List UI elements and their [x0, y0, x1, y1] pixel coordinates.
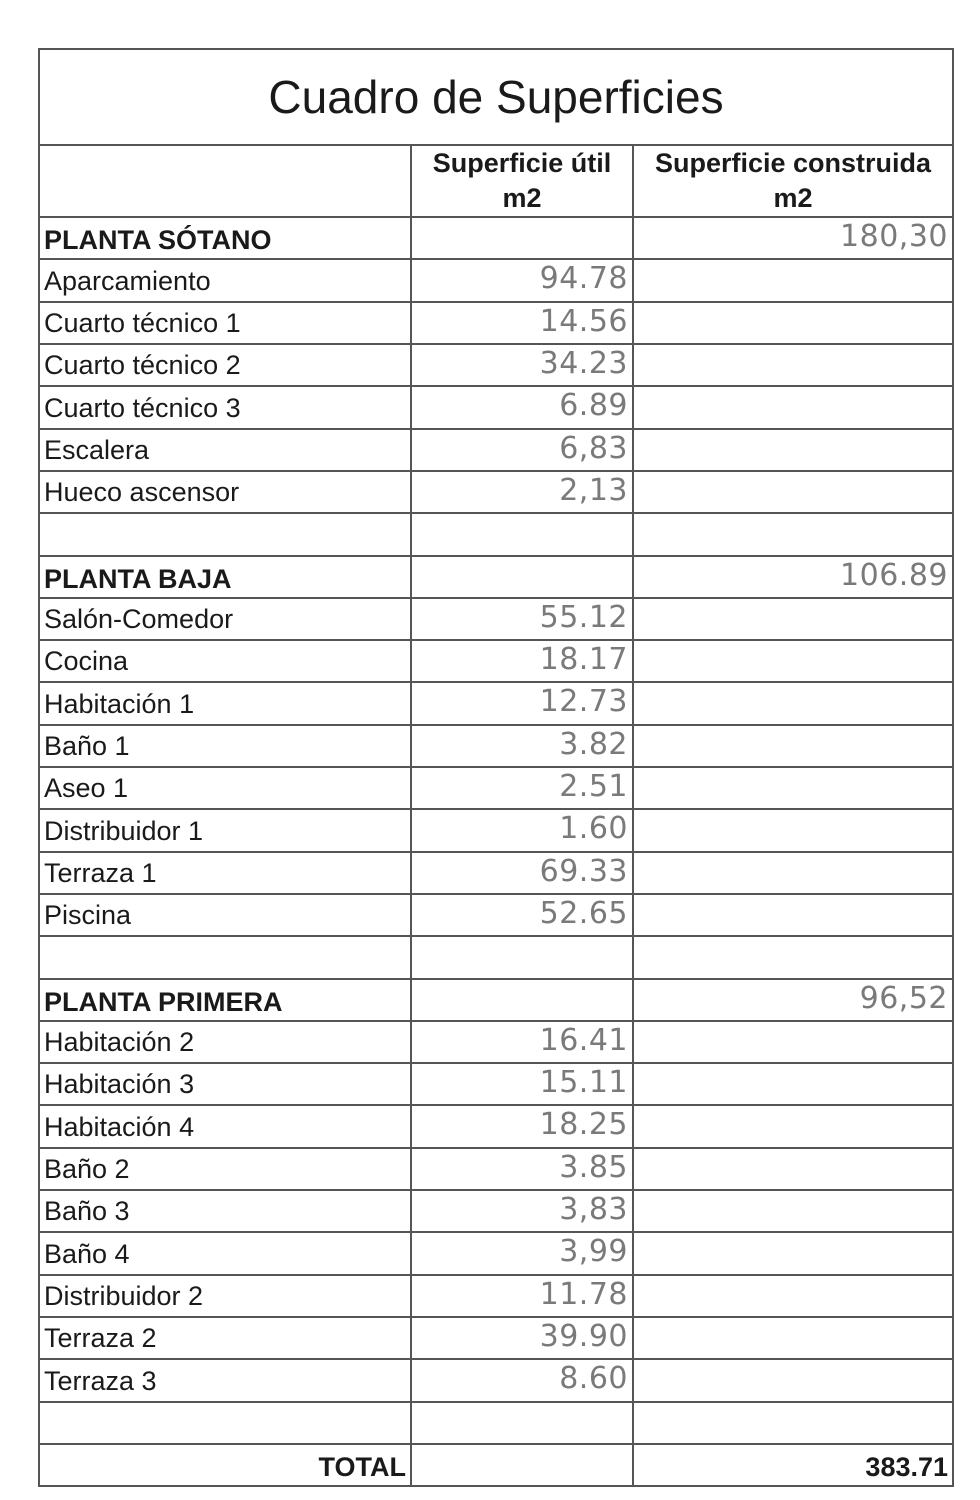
room-util-value: 94.78: [411, 259, 633, 301]
table-row: [39, 1359, 953, 1401]
room-util-value: 11.78: [411, 1275, 633, 1317]
table-row: [39, 1063, 953, 1105]
header-empty-cell: [39, 145, 411, 217]
room-util-value: 2,13: [411, 471, 633, 513]
room-construida-empty: [633, 1148, 953, 1190]
table-row: [39, 1190, 953, 1232]
room-util-value: 34.23: [411, 344, 633, 386]
spacer-row: [39, 1402, 953, 1444]
room-util-value: 15.11: [411, 1063, 633, 1105]
table-row: [39, 1148, 953, 1190]
room-label: Hueco ascensor: [39, 471, 411, 513]
room-construida-empty: [633, 1190, 953, 1232]
table-row: [39, 598, 953, 640]
section-row: [39, 979, 953, 1021]
room-construida-empty: [633, 302, 953, 344]
spacer-cell: [39, 1402, 411, 1444]
spacer-cell: [411, 1402, 633, 1444]
room-construida-empty: [633, 1275, 953, 1317]
room-util-value: 3.85: [411, 1148, 633, 1190]
room-util-value: 55.12: [411, 598, 633, 640]
table-row: [39, 1021, 953, 1063]
room-label: Piscina: [39, 894, 411, 936]
room-util-value: 18.17: [411, 640, 633, 682]
table-row: [39, 259, 953, 301]
table-row: [39, 1317, 953, 1359]
spacer-row: [39, 513, 953, 555]
section-name: PLANTA SÓTANO: [39, 217, 411, 259]
room-label: Baño 4: [39, 1232, 411, 1274]
total-util-empty: [411, 1444, 633, 1486]
total-row: [39, 1444, 953, 1486]
table-row: [39, 894, 953, 936]
room-construida-empty: [633, 894, 953, 936]
section-util-empty: [411, 979, 633, 1021]
table-row: [39, 767, 953, 809]
section-name: PLANTA BAJA: [39, 556, 411, 598]
table-row: [39, 1232, 953, 1274]
spacer-cell: [411, 513, 633, 555]
table-row: [39, 429, 953, 471]
room-construida-empty: [633, 344, 953, 386]
spacer-cell: [633, 936, 953, 978]
room-label: Baño 1: [39, 725, 411, 767]
room-util-value: 39.90: [411, 1317, 633, 1359]
room-util-value: 16.41: [411, 1021, 633, 1063]
room-construida-empty: [633, 1317, 953, 1359]
room-label: Distribuidor 2: [39, 1275, 411, 1317]
section-construida: 96,52: [633, 979, 953, 1021]
table-row: [39, 725, 953, 767]
room-construida-empty: [633, 429, 953, 471]
table-title: Cuadro de Superficies: [39, 49, 953, 145]
room-label: Baño 3: [39, 1190, 411, 1232]
room-label: Cuarto técnico 3: [39, 386, 411, 428]
room-construida-empty: [633, 809, 953, 851]
table-row: [39, 471, 953, 513]
room-construida-empty: [633, 682, 953, 724]
room-construida-empty: [633, 259, 953, 301]
room-util-value: 6,83: [411, 429, 633, 471]
table-row: [39, 1275, 953, 1317]
table-row: [39, 682, 953, 724]
room-label: Habitación 4: [39, 1105, 411, 1147]
surface-table-sheet: [38, 48, 952, 1487]
room-util-value: 14.56: [411, 302, 633, 344]
room-label: Cuarto técnico 2: [39, 344, 411, 386]
room-label: Aparcamiento: [39, 259, 411, 301]
room-label: Habitación 3: [39, 1063, 411, 1105]
room-construida-empty: [633, 725, 953, 767]
section-util-empty: [411, 556, 633, 598]
room-construida-empty: [633, 852, 953, 894]
room-construida-empty: [633, 1063, 953, 1105]
section-construida: 180,30: [633, 217, 953, 259]
spacer-row: [39, 936, 953, 978]
room-util-value: 1.60: [411, 809, 633, 851]
room-util-value: 8.60: [411, 1359, 633, 1401]
room-construida-empty: [633, 767, 953, 809]
room-util-value: 52.65: [411, 894, 633, 936]
room-util-value: 6.89: [411, 386, 633, 428]
room-construida-empty: [633, 640, 953, 682]
room-construida-empty: [633, 1232, 953, 1274]
room-label: Aseo 1: [39, 767, 411, 809]
table-row: [39, 344, 953, 386]
spacer-cell: [39, 936, 411, 978]
room-util-value: 2.51: [411, 767, 633, 809]
room-label: Distribuidor 1: [39, 809, 411, 851]
room-util-value: 12.73: [411, 682, 633, 724]
spacer-cell: [411, 936, 633, 978]
room-label: Cocina: [39, 640, 411, 682]
room-label: Baño 2: [39, 1148, 411, 1190]
room-util-value: 18.25: [411, 1105, 633, 1147]
room-label: Habitación 1: [39, 682, 411, 724]
room-label: Salón-Comedor: [39, 598, 411, 640]
room-construida-empty: [633, 1105, 953, 1147]
table-row: [39, 809, 953, 851]
table-row: [39, 852, 953, 894]
table-row: [39, 386, 953, 428]
table-row: [39, 302, 953, 344]
room-util-value: 3.82: [411, 725, 633, 767]
section-construida: 106.89: [633, 556, 953, 598]
section-util-empty: [411, 217, 633, 259]
room-util-value: 69.33: [411, 852, 633, 894]
room-label: Terraza 2: [39, 1317, 411, 1359]
spacer-cell: [633, 513, 953, 555]
section-name: PLANTA PRIMERA: [39, 979, 411, 1021]
room-construida-empty: [633, 471, 953, 513]
room-util-value: 3,83: [411, 1190, 633, 1232]
table-row: [39, 1105, 953, 1147]
header-superficie-construida: Superficie construida m2: [633, 145, 953, 217]
room-label: Cuarto técnico 1: [39, 302, 411, 344]
room-construida-empty: [633, 386, 953, 428]
table-body: [39, 217, 953, 1486]
room-label: Escalera: [39, 429, 411, 471]
room-util-value: 3,99: [411, 1232, 633, 1274]
room-construida-empty: [633, 598, 953, 640]
room-construida-empty: [633, 1359, 953, 1401]
surface-table: [38, 48, 954, 1487]
spacer-cell: [39, 513, 411, 555]
total-value: 383.71: [633, 1444, 953, 1486]
total-label: TOTAL: [39, 1444, 411, 1486]
room-label: Terraza 3: [39, 1359, 411, 1401]
section-row: [39, 217, 953, 259]
section-row: [39, 556, 953, 598]
table-row: [39, 640, 953, 682]
spacer-cell: [633, 1402, 953, 1444]
room-label: Terraza 1: [39, 852, 411, 894]
room-construida-empty: [633, 1021, 953, 1063]
header-superficie-util: Superficie útil m2: [411, 145, 633, 217]
room-label: Habitación 2: [39, 1021, 411, 1063]
